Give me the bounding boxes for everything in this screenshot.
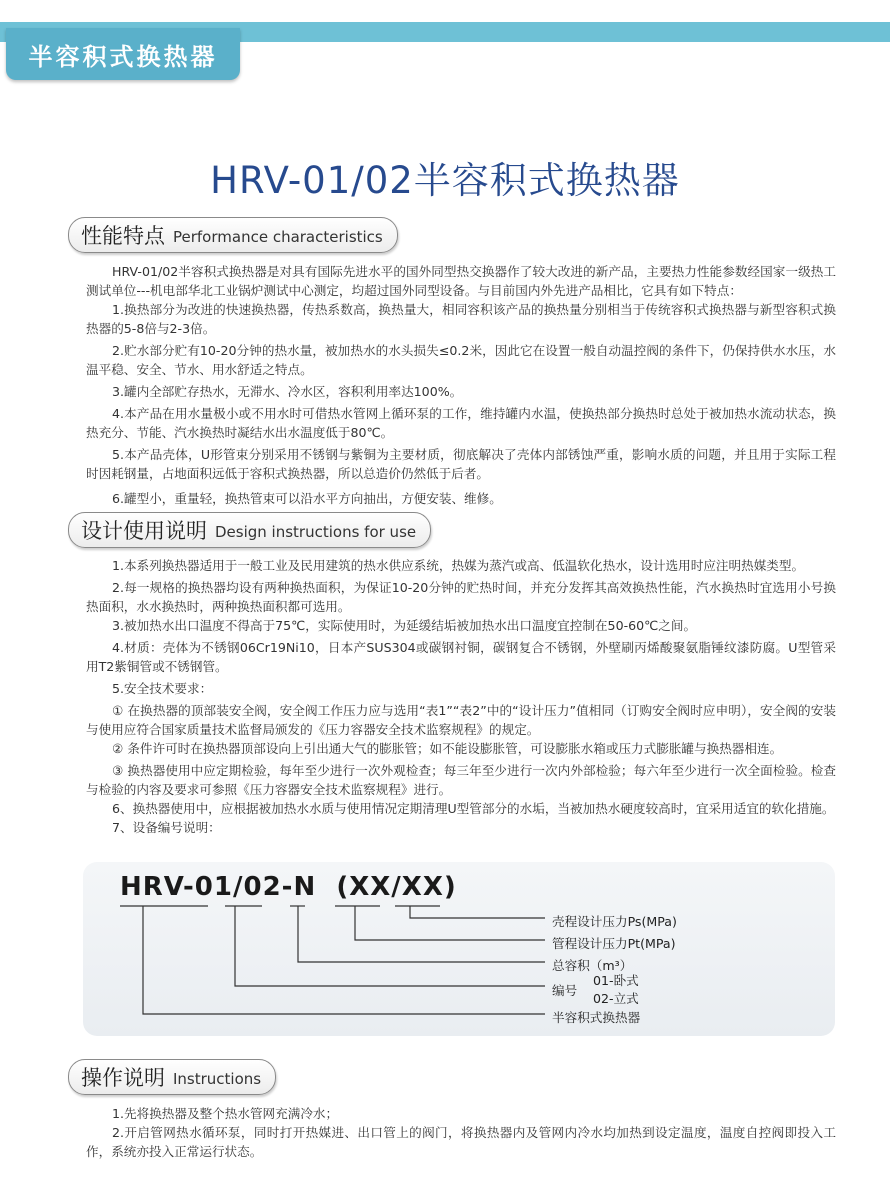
paragraph: 4.本产品在用水量极小或不用水时可借热水管网上循环泵的工作，维持罐内水温，使换热部分换热时总处于被加热水流动状态，换热充分、节能、汽水换热时凝结水出水温度低于80℃。: [86, 406, 836, 440]
paragraph: 6、换热器使用中，应根据被加热水水质与使用情况定期清理U型管部分的水垢，当被加热水硬度较高时，宜采用适宜的软化措施。: [112, 801, 835, 816]
model-code: HRV-01/02-N (XX/XX): [120, 872, 457, 902]
paragraph: ③ 换热器使用中应定期检验，每年至少进行一次外观检查；每三年至少进行一次内外部检验；每六年至少进行一次全面检验。检查与检验的内容及要求可参照《压力容器安全技术监察规程》进行。: [86, 763, 836, 797]
label-number: 编号: [552, 983, 578, 998]
paragraph: 6.罐型小，重量轻，换热管束可以沿水平方向抽出，方便安装、维修。: [112, 491, 502, 506]
paragraph: ① 在换热器的顶部装安全阀，安全阀工作压力应与选用“表1”“表2”中的“设计压力”值相同（订购安全阀时应申明），安全阀的安装与使用应符合国家质量技术监督局颁发的《压力容器安全技术监察规程》的规定。: [86, 703, 836, 737]
section-title-zh: 设计使用说明: [81, 519, 207, 543]
section-header-operation: [68, 1059, 276, 1095]
paragraph: 1.本系列换热器适用于一般工业及民用建筑的热水供应系统，热媒为蒸汽或高、低温软化热水，设计选用时应注明热媒类型。: [112, 558, 805, 573]
paragraph: 7、设备编号说明：: [112, 820, 221, 835]
paragraph: 4.材质：壳体为不锈钢06Cr19Ni10，日本产SUS304或碳钢衬铜，碳钢复合不锈钢，外壁刷丙烯酸聚氨脂锤纹漆防腐。U型管采用T2紫铜管或不锈钢管。: [86, 640, 836, 674]
section-title-en: Performance characteristics: [173, 228, 383, 246]
category-tab: 半容积式换热器: [6, 28, 240, 80]
section-title-zh: 操作说明: [81, 1066, 165, 1090]
label-vertical: 02-立式: [593, 991, 639, 1006]
paragraph: 1.换热部分为改进的快速换热器，传热系数高，换热量大，相同容积该产品的换热量分别相当于传统容积式换热器与新型容积式换热器的5-8倍与2-3倍。: [86, 302, 836, 336]
section-title-en: Instructions: [173, 1070, 262, 1088]
section-title-zh: 性能特点: [81, 224, 165, 248]
paragraph: 1.先将换热器及整个热水管网充满冷水；: [112, 1106, 339, 1121]
page-title: HRV-01/02半容积式换热器: [210, 159, 680, 202]
paragraph: HRV-01/02半容积式换热器是对具有国际先进水平的国外同型热交换器作了较大改进的新产品，主要热力性能参数经国家一级热工测试单位---机电部华北工业锅炉测试中心测定，均超过国外同型设备。与目前国内外先进产品相比，它具有如下特点：: [86, 264, 836, 298]
label-name: 半容积式换热器: [552, 1010, 641, 1025]
label-shell-pressure: 壳程设计压力Ps(MPa): [552, 914, 677, 929]
label-tube-pressure: 管程设计压力Pt(MPa): [552, 936, 676, 951]
paragraph: 5.安全技术要求：: [112, 681, 213, 696]
section-title-en: Design instructions for use: [215, 523, 417, 541]
paragraph: ② 条件许可时在换热器顶部设向上引出通大气的膨胀管；如不能设膨胀管，可设膨胀水箱或压力式膨胀罐与换热器相连。: [112, 741, 783, 756]
paragraph: 3.罐内全部贮存热水，无滞水、冷水区，容积利用率达100%。: [112, 384, 463, 399]
label-volume: 总容积（m³）: [552, 958, 633, 973]
paragraph: 3.被加热水出口温度不得高于75℃，实际使用时，为延缓结垢被加热水出口温度宜控制在50-60℃之间。: [112, 618, 697, 633]
paragraph: 2.每一规格的换热器均设有两种换热面积，为保证10-20分钟的贮热时间，并充分发挥其高效换热性能，汽水换热时宜选用小号换热面积，水水换热时，两种换热面积都可选用。: [86, 580, 836, 614]
paragraph: 5.本产品壳体，U形管束分别采用不锈钢与紫铜为主要材质，彻底解决了壳体内部锈蚀严重，影响水质的问题，并且用于实际工程时因耗钢量，占地面积远低于容积式换热器，所以总造价仍然低于后者。: [86, 447, 836, 481]
paragraph: 2.贮水部分贮有10-20分钟的热水量，被加热水的水头损失≤0.2米，因此它在设置一般自动温控阀的条件下，仍保持供水水压，水温平稳、安全、节水、用水舒适之特点。: [86, 343, 836, 377]
paragraph: 2.开启管网热水循环泵，同时打开热媒进、出口管上的阀门，将换热器内及管网内冷水均加热到设定温度，温度自控阀即投入工作，系统亦投入正常运行状态。: [86, 1125, 836, 1159]
label-horizontal: 01-卧式: [593, 973, 639, 988]
operation-text: [86, 1104, 836, 1161]
